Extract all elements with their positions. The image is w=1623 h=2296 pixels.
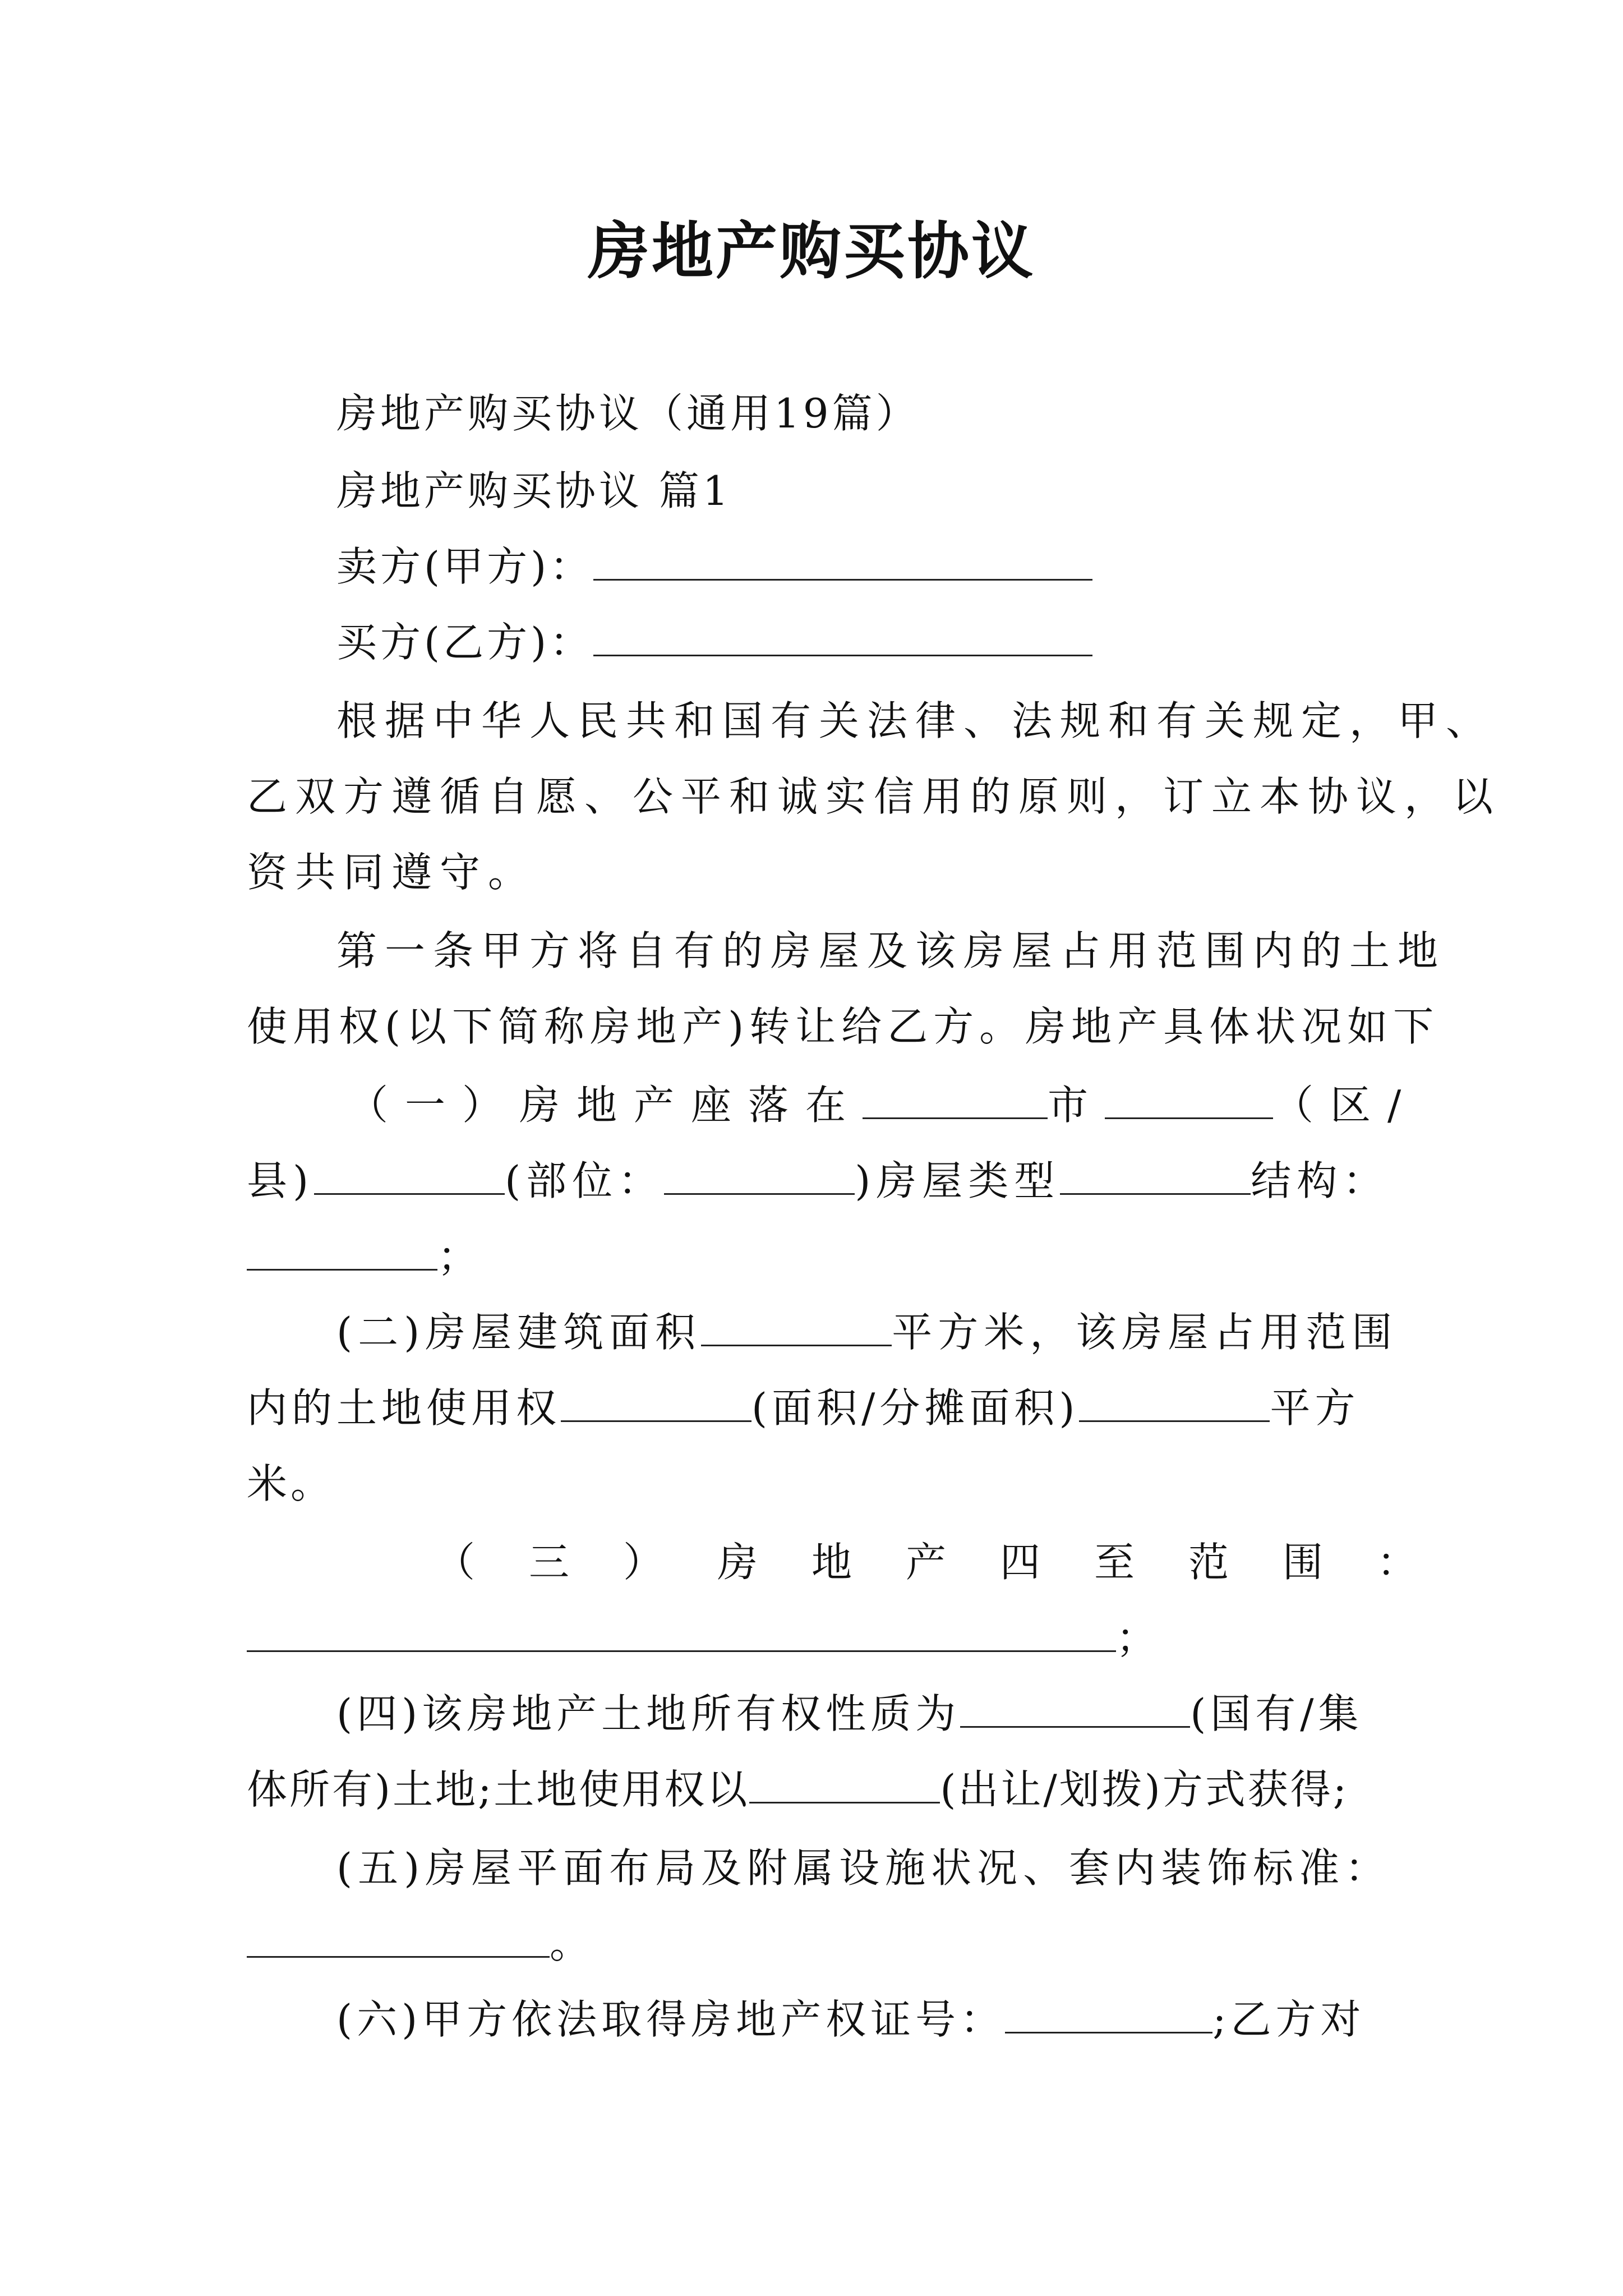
paragraph-6-line-1: (四)该房地产土地所有权性质为 (国有/集 [336, 1690, 1363, 1737]
buyer-blank[interactable] [593, 621, 1092, 656]
boundaries-blank[interactable] [247, 1617, 1116, 1652]
paragraph-6-line-2: 体所有)土地;土地使用权以 (出让/划拨)方式获得; [247, 1766, 1349, 1813]
paragraph-2-line-1: 第一条甲方将自有的房屋及该房屋占用范围内的土地 [336, 927, 1446, 974]
paragraph-7-line-1: (五)房屋平面布局及附属设施状况、套内装饰标准： [336, 1844, 1391, 1892]
district-blank[interactable] [1105, 1084, 1273, 1119]
house-type-blank[interactable] [1060, 1159, 1251, 1195]
land-use-right-blank[interactable] [561, 1387, 751, 1422]
structure-blank[interactable] [247, 1235, 437, 1271]
city-blank[interactable] [863, 1084, 1048, 1119]
paragraph-3-line-3: ； [247, 1231, 481, 1282]
paragraph-1-line-3: 资共同遵守。 [247, 849, 537, 896]
paragraph-3-line-1: （一）房地产座落在 市 （区/ [348, 1082, 1418, 1129]
paragraph-2-line-2: 使用权(以下简称房地产)转让给乙方。房地产具体状况如下 [247, 1003, 1440, 1050]
layout-decoration-blank[interactable] [247, 1922, 550, 1958]
building-area-blank[interactable] [701, 1311, 892, 1346]
land-ownership-blank[interactable] [960, 1692, 1190, 1728]
paragraph-1-line-1: 根据中华人民共和国有关法律、法规和有关规定，甲、 [336, 697, 1495, 744]
paragraph-5-line-1: （三）房地产四至范围： [435, 1539, 1472, 1586]
paragraph-5-line-2: ； [247, 1613, 1160, 1663]
seller-blank[interactable] [593, 545, 1092, 581]
document-title: 房地产购买协议 [588, 215, 1035, 287]
paragraph-1-line-2: 乙双方遵循自愿、公平和诚实信用的原则，订立本协议，以 [247, 773, 1501, 820]
section-heading: 房地产购买协议 篇1 [336, 467, 732, 514]
paragraph-8-line-1: (六)甲方依法取得房地产权证号： ;乙方对 [336, 1996, 1366, 2043]
location-blank[interactable] [664, 1159, 855, 1195]
paragraph-4-line-1: (二)房屋建筑面积 平方米，该房屋占用范围 [336, 1309, 1398, 1356]
seller-line: 卖方(甲方)： [336, 541, 1092, 592]
county-blank[interactable] [314, 1159, 505, 1195]
certificate-number-blank[interactable] [1005, 1998, 1212, 2033]
subtitle-line: 房地产购买协议（通用19篇） [336, 390, 920, 437]
paragraph-4-line-3: 米。 [247, 1460, 335, 1507]
paragraph-7-line-2: 。 [247, 1918, 593, 1969]
acquisition-method-blank[interactable] [749, 1768, 940, 1803]
land-area-blank[interactable] [1079, 1387, 1270, 1422]
paragraph-3-line-2: 县) (部位： )房屋类型 结构： [247, 1157, 1389, 1204]
buyer-line: 买方(乙方)： [336, 617, 1092, 668]
paragraph-4-line-2: 内的土地使用权 (面积/分摊面积) 平方 [247, 1384, 1360, 1432]
